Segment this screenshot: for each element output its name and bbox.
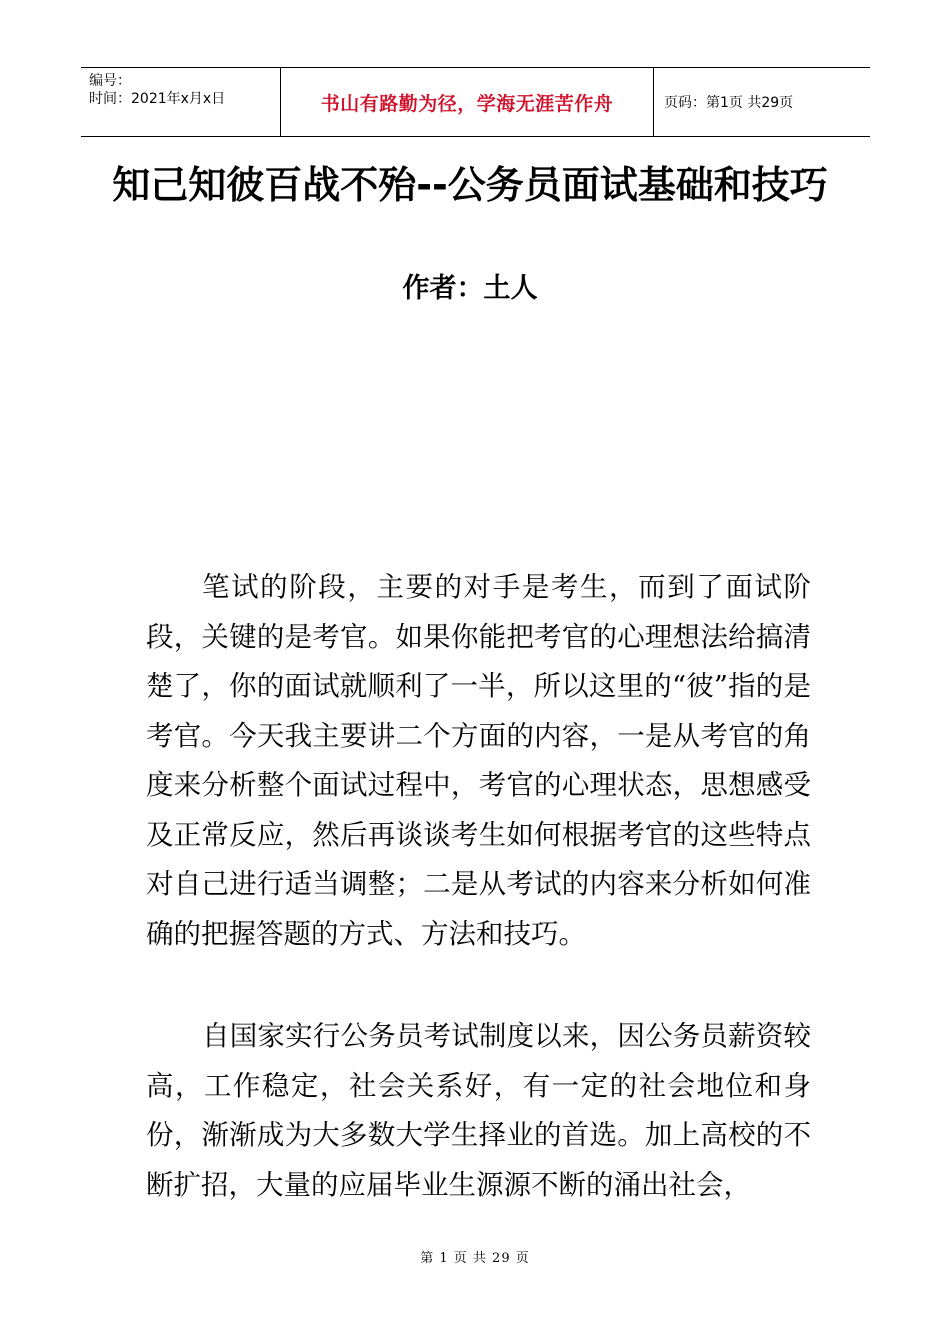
- document-header: [81, 67, 870, 137]
- header-page-info: 页码：第1页 共29页: [664, 95, 794, 111]
- body-paragraph-2: 自国家实行公务员考试制度以来，因公务员薪资较高，工作稳定，社会关系好，有一定的社会地位和身份，渐渐成为大多数大学生择业的首选。加上高校的不断扩招，大量的应届毕业生源源不断的涌出社会，: [146, 1020, 811, 1201]
- header-meta: [81, 68, 281, 136]
- document-title: 知己知彼百战不殆--公务员面试基础和技巧: [112, 163, 828, 207]
- document-author: 作者：土人: [402, 273, 538, 304]
- body-paragraph-1: 笔试的阶段，主要的对手是考生，而到了面试阶段，关键的是考官。如果你能把考官的心理想法给搞清楚了，你的面试就顺利了一半，所以这里的“彼”指的是考官。今天我主要讲二个方面的内容，一是从考官的角度来分析整个面试过程中，考官的心理状态，思想感受及正常反应，然后再谈谈考生如何根据考官的这些特点对自己进行适当调整；二是从考试的内容来分析如何准确的把握答题的方式、方法和技巧。: [146, 571, 811, 950]
- number-label: 编号：: [89, 73, 131, 89]
- page-footer: 第 1 页 共 29 页: [420, 1251, 530, 1266]
- time-label: 时间：2021年x月x日: [89, 91, 226, 107]
- header-motto: 书山有路勤为径，学海无涯苦作舟: [281, 68, 654, 136]
